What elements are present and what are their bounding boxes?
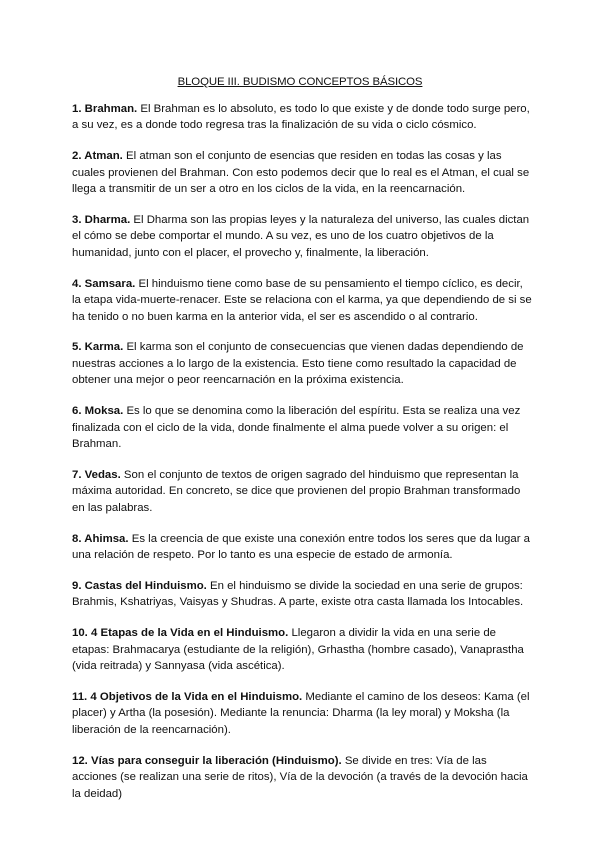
entry-term: 9. Castas del Hinduismo.: [72, 579, 207, 592]
entry-text: Es lo que se denomina como la liberación del espíritu. Esta se realiza una vez finalizada con el ciclo de la vida, donde finalmente el alma puede volver a su origen: el Brahman.: [72, 405, 521, 450]
entry-karma: [72, 339, 532, 388]
entry-objetivos: [72, 689, 532, 738]
entry-text: El Brahman es lo absoluto, es todo lo que existe y de donde todo surge pero, a su vez, es a donde todo regresa tras la finalización de su vida o ciclo cósmico.: [72, 103, 530, 132]
entry-term: 4. Samsara.: [72, 277, 136, 290]
entry-ahimsa: [72, 531, 532, 564]
entry-vias: [72, 753, 532, 802]
entry-atman: [72, 148, 532, 197]
entry-term: 7. Vedas.: [72, 468, 121, 481]
entry-text: En el hinduismo se divide la sociedad en una serie de grupos: Brahmis, Kshatriyas, Vaisyas y Shudras. A parte, existe otra casta llamada los Intocables.: [72, 579, 524, 609]
entries-list: [72, 101, 532, 816]
document-title: BLOQUE III. BUDISMO CONCEPTOS BÁSICOS: [177, 76, 423, 88]
entry-etapas: [72, 625, 532, 674]
entry-text: El atman son el conjunto de esencias que residen en todas las cosas y las cuales provienen del Brahman. Con esto podemos decir que lo real es el Atman, el cual se llega a transmitir de un ser a otro en los ciclos de la vida, en la reencarnación.: [72, 150, 530, 196]
entry-samsara: [72, 276, 532, 325]
entry-text: Mediante el camino de los deseos: Kama (el placer) y Artha (la posesión). Mediante la renuncia: Dharma (la ley moral) y Moksha (la liberación de la reencarnación).: [72, 690, 530, 736]
entry-text: Llegaron a dividir la vida en una serie de etapas: Brahmacarya (estudiante de la religión), Grhastha (hombre casado), Vanaprastha (vida reitrada) y Sannyasa (vida ascética).: [72, 627, 524, 673]
entry-text: El hinduismo tiene como base de su pensamiento el tiempo cíclico, es decir, la etapa vida-muerte-renacer. Este se relaciona con el karma, ya que dependiendo de si se ha tenido o no buen karma en la anterior vida, el ser es ascendido o al contrario.: [72, 277, 532, 323]
entry-term: 10. 4 Etapas de la Vida en el Hinduismo.: [72, 627, 289, 640]
entry-text: Son el conjunto de textos de origen sagrado del hinduismo que representan la máxima autoridad. En concreto, se dice que provienen del propio Brahman transformado en las palabras.: [72, 468, 521, 514]
entry-term: 8. Ahimsa.: [72, 532, 129, 545]
entry-term: 3. Dharma.: [72, 214, 131, 227]
entry-castas: [72, 578, 532, 611]
entry-text: El Dharma son las propias leyes y la naturaleza del universo, las cuales dictan el cómo se debe comportar el mundo. A su vez, es uno de los cuatro objetivos de la humanidad, junto con el placer, el provecho y, finalmente, la liberación.: [72, 214, 530, 259]
entry-term: 5. Karma.: [72, 341, 124, 354]
entry-text: Es la creencia de que existe una conexión entre todos los seres que da lugar a una relación de respeto. Por lo tanto es una especie de estado de armonía.: [72, 532, 531, 562]
entry-brahman: [72, 101, 532, 134]
entry-term: 12. Vías para conseguir la liberación (Hinduismo).: [72, 754, 342, 767]
entry-text: Se divide en tres: Vía de las acciones (se realizan una serie de ritos), Vía de la devoción (a través de la devoción hacia la deidad): [72, 754, 528, 800]
entry-text: El karma son el conjunto de consecuencias que vienen dadas dependiendo de nuestras acciones a lo largo de la existencia. Esto tiene como resultado la capacidad de obtener una mejor o peor reencarnación en la próxima existencia.: [72, 341, 524, 387]
entry-term: 11. 4 Objetivos de la Vida en el Hinduismo.: [72, 690, 303, 703]
entry-term: 6. Moksa.: [72, 405, 124, 418]
entry-term: 2. Atman.: [72, 150, 123, 163]
entry-moksa: [72, 403, 532, 452]
entry-dharma: [72, 212, 532, 261]
entry-vedas: [72, 467, 532, 516]
entry-term: 1. Brahman.: [72, 103, 138, 115]
